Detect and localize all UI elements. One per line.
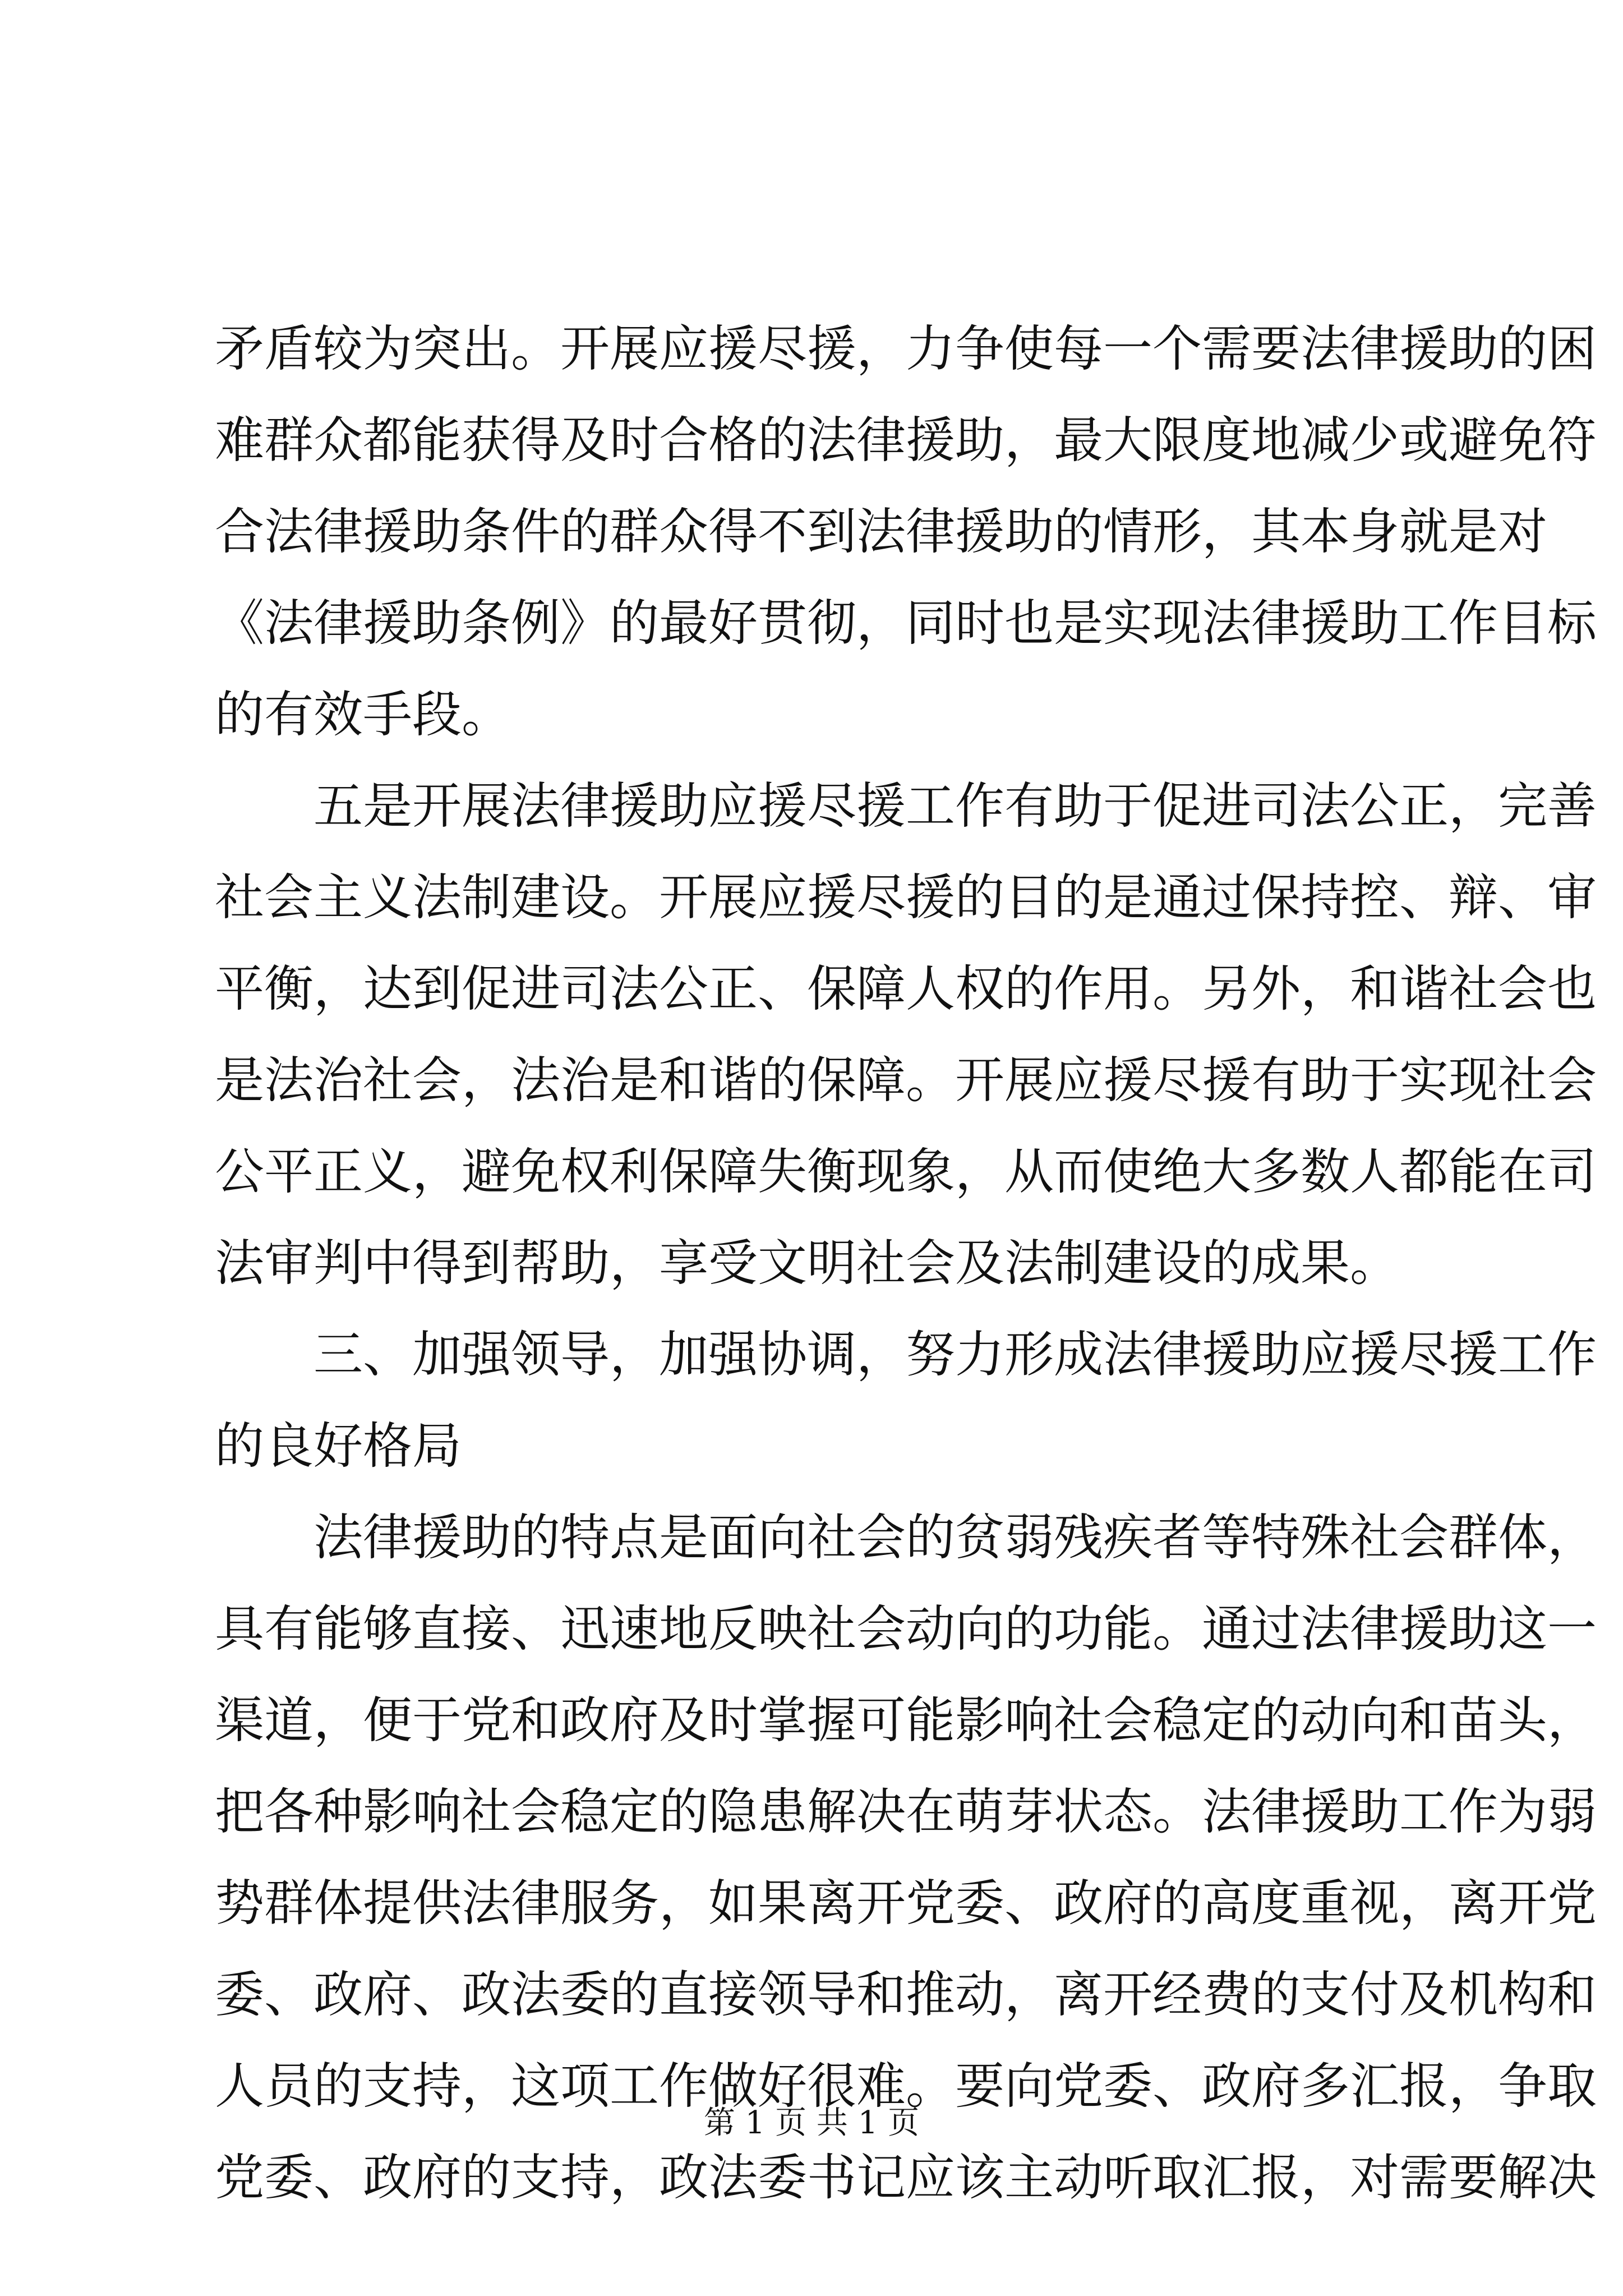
text-line: 难群众都能获得及时合格的法律援助，最大限度地减少或避免符 bbox=[215, 411, 1597, 469]
text-line: 势群体提供法律服务，如果离开党委、政府的高度重视，离开党 bbox=[215, 1874, 1597, 1932]
text-line: 把各种影响社会稳定的隐患解决在萌芽状态。法律援助工作为弱 bbox=[215, 1783, 1597, 1841]
text-line: 社会主义法制建设。开展应援尽援的目的是通过保持控、辩、审 bbox=[215, 868, 1597, 926]
text-line: 具有能够直接、迅速地反映社会动向的功能。通过法律援助这一 bbox=[215, 1600, 1597, 1658]
paragraph-first-line: 五是开展法律援助应援尽援工作有助于促进司法公正，完善 bbox=[313, 777, 1597, 835]
text-line: 矛盾较为突出。开展应援尽援，力争使每一个需要法律援助的困 bbox=[215, 320, 1597, 378]
page-number-footer: 第 1 页 共 1 页 bbox=[703, 2105, 920, 2141]
text-line: 的有效手段。 bbox=[215, 685, 511, 743]
text-line: 委、政府、政法委的直接领导和推动，离开经费的支付及机构和 bbox=[215, 1966, 1597, 2023]
text-line: 人员的支持，这项工作做好很难。要向党委、政府多汇报，争取 bbox=[215, 2057, 1597, 2115]
text-line: 合法律援助条件的群众得不到法律援助的情形，其本身就是对 bbox=[215, 503, 1548, 560]
text-line: 党委、政府的支持，政法委书记应该主动听取汇报，对需要解决 bbox=[215, 2148, 1597, 2206]
text-line: 平衡，达到促进司法公正、保障人权的作用。另外，和谐社会也 bbox=[215, 960, 1597, 1018]
text-line: 是法治社会，法治是和谐的保障。开展应援尽援有助于实现社会 bbox=[215, 1051, 1597, 1109]
body-text bbox=[215, 303, 1597, 2223]
paragraph-first-line: 法律援助的特点是面向社会的贫弱残疾者等特殊社会群体， bbox=[313, 1508, 1597, 1566]
text-line: 渠道，便于党和政府及时掌握可能影响社会稳定的动向和苗头， bbox=[215, 1691, 1597, 1749]
section-heading: 三、加强领导，加强协调，努力形成法律援助应援尽援工作 bbox=[313, 1326, 1597, 1383]
text-line: 公平正义，避免权利保障失衡现象，从而使绝大多数人都能在司 bbox=[215, 1143, 1597, 1200]
section-heading-continued: 的良好格局 bbox=[215, 1417, 462, 1475]
text-line: 《法律援助条例》的最好贯彻，同时也是实现法律援助工作目标 bbox=[215, 594, 1597, 652]
text-line: 法审判中得到帮助，享受文明社会及法制建设的成果。 bbox=[215, 1234, 1400, 1292]
